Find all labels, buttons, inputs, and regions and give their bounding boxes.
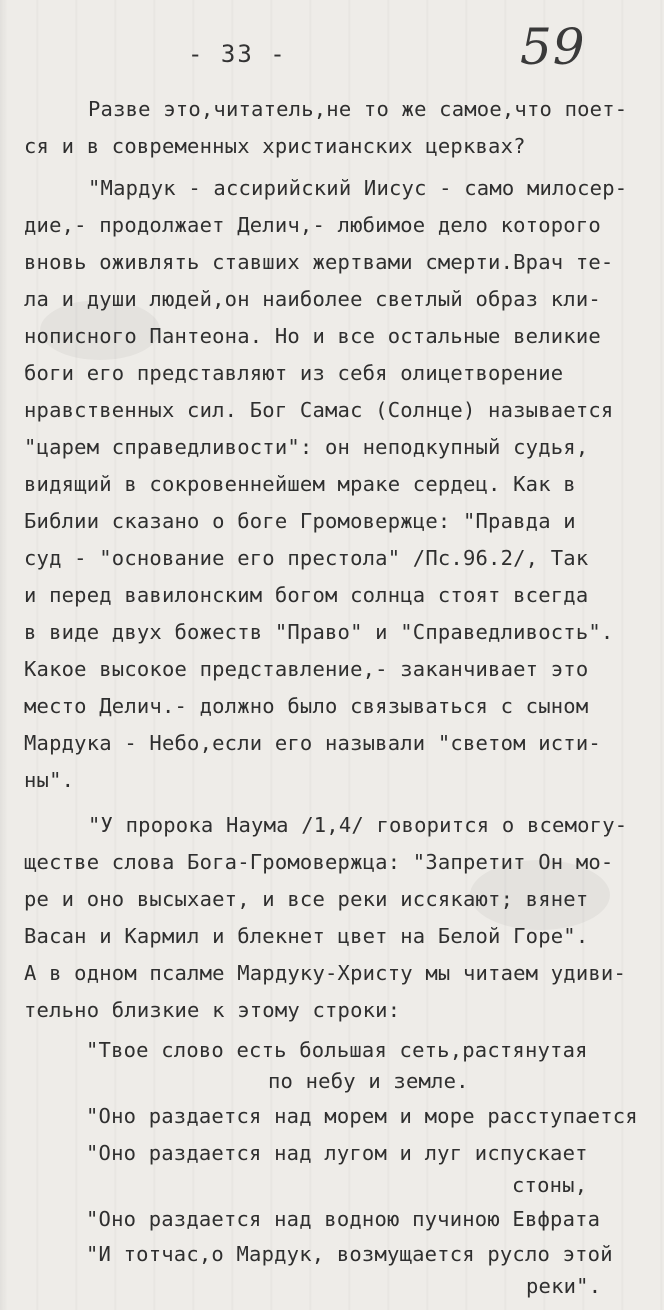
text-line: "У пророка Наума /1,4/ говорится о всемогу- [88,813,628,837]
text-line: в виде двух божеств "Право" и "Справедливость". [24,620,614,644]
text-line: реки". [526,1274,602,1298]
handwritten-page-number: 59 [520,18,586,76]
text-line: место Делич.- должно было связываться с сыном [24,694,589,718]
text-line: "Оно раздается над морем и море расступается [86,1104,638,1128]
page-number: - 33 - [188,40,287,68]
text-line: ны". [24,768,75,792]
text-line: ла и души людей,он наиболее светлый образ кли- [24,287,601,311]
text-line: ре и оно высыхает, и все реки иссякают; вянет [24,887,589,911]
text-line: нравственных сил. Бог Самас (Солнце) называется [24,398,614,422]
text-line: стоны, [512,1173,588,1197]
text-line: "Твое слово есть большая сеть,растянутая [86,1038,588,1062]
text-line: Мардука - Небо,если его называли "светом исти- [24,731,601,755]
text-line: "И тотчас,о Мардук, возмущается русло этой [86,1242,613,1266]
text-line: ществе слова Бога-Громовержца: "Запретит Он мо- [24,850,614,874]
text-line: и перед вавилонским богом солнца стоят всегда [24,583,589,607]
text-line: нописного Пантеона. Но и все остальные великие [24,324,601,348]
text-line: А в одном псалме Мардуку-Христу мы читаем удиви- [24,961,627,985]
text-line: боги его представляют из себя олицетворение [24,361,564,385]
text-line: Библии сказано о боге Громовержце: "Правда и [24,509,576,533]
text-line: видящий в сокровеннейшем мраке сердец. Как в [24,472,576,496]
text-line: дие,- продолжает Делич,- любимое дело которого [24,213,601,237]
text-line: тельно близкие к этому строки: [24,998,401,1022]
text-line: "Оно раздается над водною пучиною Евфрата [86,1207,601,1231]
text-line: по небу и земле. [268,1069,469,1093]
text-line: суд - "основание его престола" /Пс.96.2/, Так [24,546,589,570]
text-line: "Оно раздается над лугом и луг испускает [86,1141,588,1165]
text-line: Разве это,читатель,не то же самое,что поет- [88,97,628,121]
text-line: "Мардук - ассирийский Иисус - само милосер- [88,176,628,200]
text-line: вновь оживлять ставших жертвами смерти.Врач те- [24,250,614,274]
text-line: "царем справедливости": он неподкупный судья, [24,435,589,459]
text-line: ся и в современных христианских церквах? [24,134,526,158]
text-line: Васан и Кармил и блекнет цвет на Белой Горе". [24,924,589,948]
text-line: Какое высокое представление,- заканчивает это [24,657,589,681]
